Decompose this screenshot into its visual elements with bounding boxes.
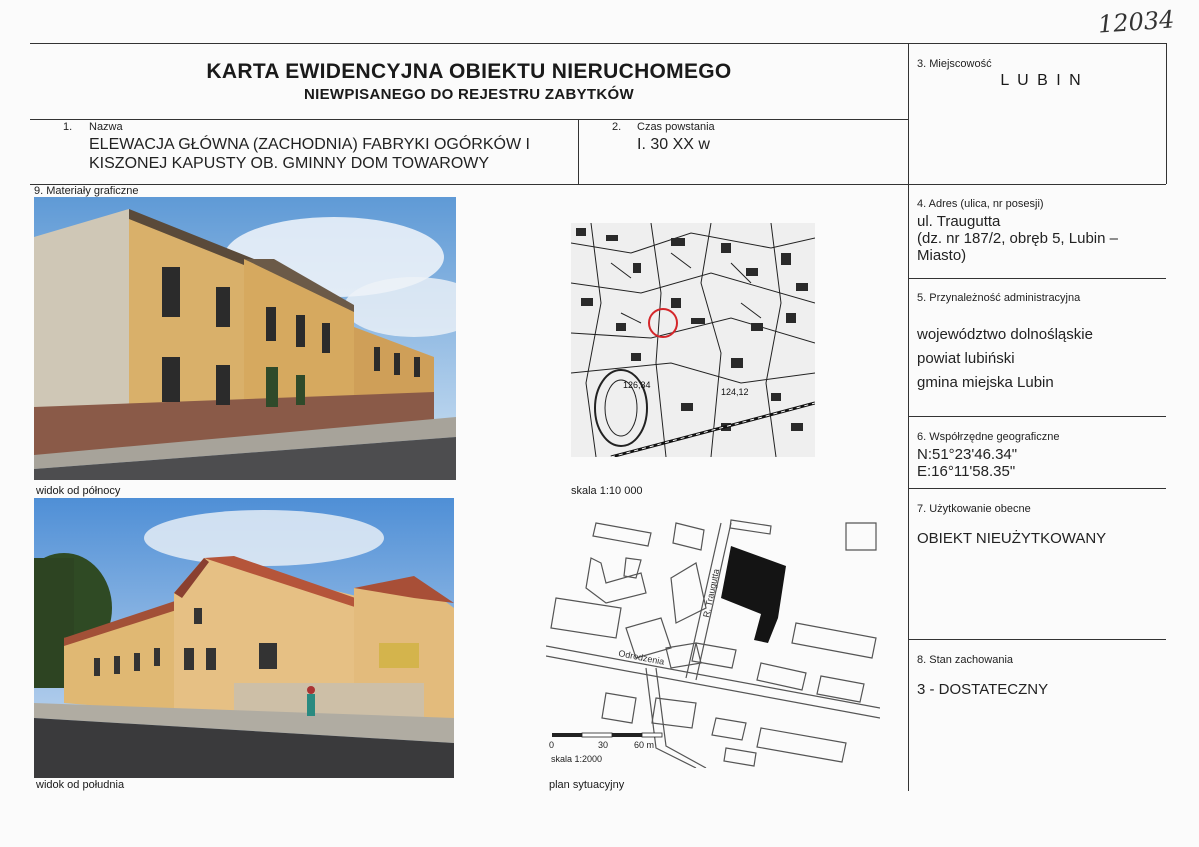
photo-south-image <box>34 498 454 778</box>
page-title: KARTA EWIDENCYJNA OBIEKTU NIERUCHOMEGO <box>206 60 732 83</box>
sep-6 <box>908 488 1166 489</box>
photo-north-image <box>34 197 456 480</box>
field4-label: 4. Adres (ulica, nr posesji) <box>917 198 1044 210</box>
topographic-map <box>571 223 815 457</box>
field6-lat: N:51°23'46.34" <box>917 446 1018 463</box>
map-label-1: 126,34 <box>623 380 651 390</box>
field1-number: 1. <box>63 121 73 133</box>
field5-label: 5. Przynależność administracyjna <box>917 292 1081 304</box>
photo-south-view <box>34 498 454 778</box>
target-building <box>721 546 786 643</box>
caption-map-scale: skala 1:10 000 <box>571 485 643 497</box>
sep-7 <box>908 639 1166 640</box>
scale-tick-0: 0 <box>549 740 555 750</box>
street-label-traugutta: R. Traugutta <box>701 567 722 619</box>
archive-number: 12034 <box>1097 5 1176 39</box>
field6-label: 6. Współrzędne geograficzne <box>917 431 1060 443</box>
field4-line1: ul. Traugutta <box>917 213 1001 230</box>
caption-south: widok od południa <box>36 779 125 791</box>
frame-divider-name <box>578 119 579 184</box>
field2-value: I. 30 XX w <box>637 136 710 153</box>
field2-number: 2. <box>612 121 622 133</box>
field5-line1: województwo dolnośląskie <box>917 326 1093 343</box>
field1-label: Nazwa <box>89 121 123 133</box>
street-label-odrodzenia: Odrodzenia <box>617 648 666 667</box>
map-label-2: 124,12 <box>721 387 749 397</box>
field3-label: 3. Miejscowość <box>917 58 992 70</box>
caption-north: widok od północy <box>36 485 121 497</box>
page-subtitle: NIEWPISANEGO DO REJESTRU ZABYTKÓW <box>304 86 634 103</box>
scale-tick-60: 60 m <box>634 740 655 750</box>
field7-label: 7. Użytkowanie obecne <box>917 503 1031 515</box>
field4-line2: (dz. nr 187/2, obręb 5, Lubin – <box>917 230 1118 247</box>
site-plan-image <box>546 518 880 768</box>
frame-row1 <box>30 119 908 120</box>
frame-row2 <box>30 184 1166 185</box>
sep-5 <box>908 416 1166 417</box>
field1-value-line2: KISZONEJ KAPUSTY OB. GMINNY DOM TOWAROWY <box>89 155 490 172</box>
field3-value: L U B I N <box>1000 72 1083 89</box>
scale-label: skala 1:2000 <box>551 754 603 764</box>
field8-value: 3 - DOSTATECZNY <box>917 681 1049 698</box>
field1-value-line1: ELEWACJA GŁÓWNA (ZACHODNIA) FABRYKI OGÓRKÓW I <box>89 136 530 153</box>
frame-divider-right <box>908 43 909 791</box>
frame-top <box>30 43 1166 44</box>
field6-lon: E:16°11'58.35" <box>917 463 1016 480</box>
field5-line3: gmina miejska Lubin <box>917 374 1054 391</box>
field9-label: 9. Materiały graficzne <box>34 185 139 197</box>
field8-label: 8. Stan zachowania <box>917 654 1014 666</box>
field5-line2: powiat lubiński <box>917 350 1015 367</box>
frame-right-edge <box>1166 43 1167 184</box>
scale-tick-30: 30 <box>598 740 609 750</box>
field4-line3: Miasto) <box>917 247 967 264</box>
caption-site-plan: plan sytuacyjny <box>549 779 625 791</box>
sep-4 <box>908 278 1166 279</box>
photo-north-view <box>34 197 456 480</box>
field7-value: OBIEKT NIEUŻYTKOWANY <box>917 530 1107 547</box>
field2-label: Czas powstania <box>637 121 715 133</box>
site-plan <box>546 518 880 768</box>
topographic-map-image <box>571 223 815 457</box>
